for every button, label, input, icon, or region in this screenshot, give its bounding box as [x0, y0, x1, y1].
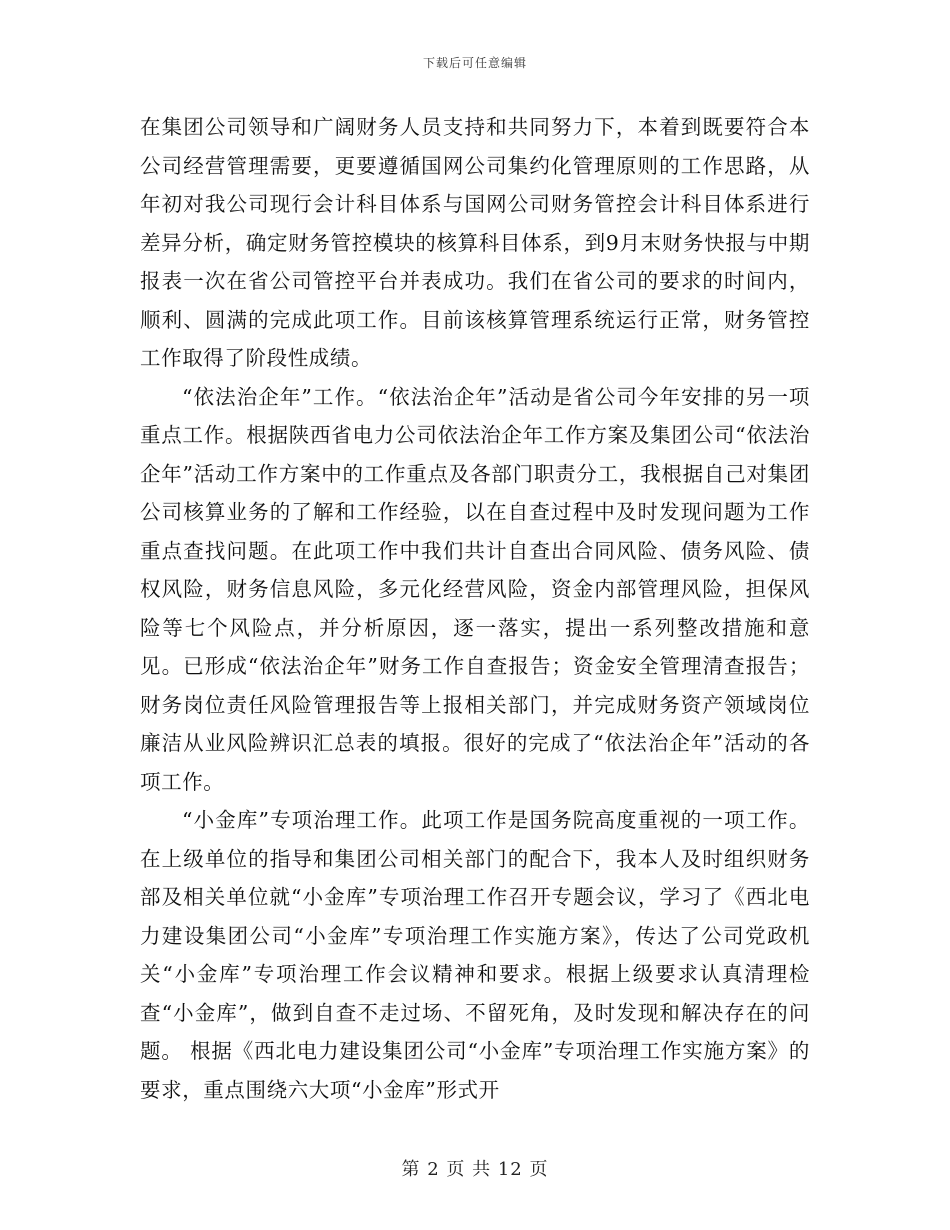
page-number: 第 2 页 共 12 页	[401, 1159, 549, 1180]
document-body	[140, 108, 810, 1109]
paragraph-rule-of-law: “依法治企年”工作。“依法治企年”活动是省公司今年安排的另一项重点工作。根据陕西省电力公司依法治企年工作方案及集团公司“依法治企年”活动工作方案中的工作重点及各部门职责分工，我根据自己对集团公司核算业务的了解和工作经验，以在自查过程中及时发现问题为工作重点查找问题。在此项工作中我们共计自查出合同风险、债务风险、债权风险，财务信息风险，多元化经营风险，资金内部管理风险，担保风险等七个风险点，并分析原因，逐一落实，提出一系列整改措施和意见。已形成“依法治企年”财务工作自查报告；资金安全管理清查报告；财务岗位责任风险管理报告等上报相关部门，并完成财务资产领域岗位廉洁从业风险辨识汇总表的填报。很好的完成了“依法治企年”活动的各项工作。	[140, 384, 810, 794]
paragraph-financial-control: 在集团公司领导和广阔财务人员支持和共同努力下，本着到既要符合本公司经营管理需要，更要遵循国网公司集约化管理原则的工作思路，从年初对我公司现行会计科目体系与国网公司财务管控会计科目体系进行差异分析，确定财务管控模块的核算科目体系，到9月末财务快报与中期报表一次在省公司管控平台并表成功。我们在省公司的要求的时间内，顺利、圆满的完成此项工作。目前该核算管理系统运行正常，财务管控工作取得了阶段性成绩。	[140, 115, 810, 370]
header-note: 下载后可任意编辑	[422, 56, 527, 70]
paragraph-small-treasury: “小金库”专项治理工作。此项工作是国务院高度重视的一项工作。在上级单位的指导和集团公司相关部门的配合下，我本人及时组织财务部及相关单位就“小金库”专项治理工作召开专题会议，学习了《西北电力建设集团公司“小金库”专项治理工作实施方案》，传达了公司党政机关“小金库”专项治理工作会议精神和要求。根据上级要求认真清理检查“小金库”，做到自查不走过场、不留死角，及时发现和解决存在的问题。 根据《西北电力建设集团公司“小金库”专项治理工作实施方案》的要求，重点围绕六大项“小金库”形式开	[140, 808, 810, 1102]
